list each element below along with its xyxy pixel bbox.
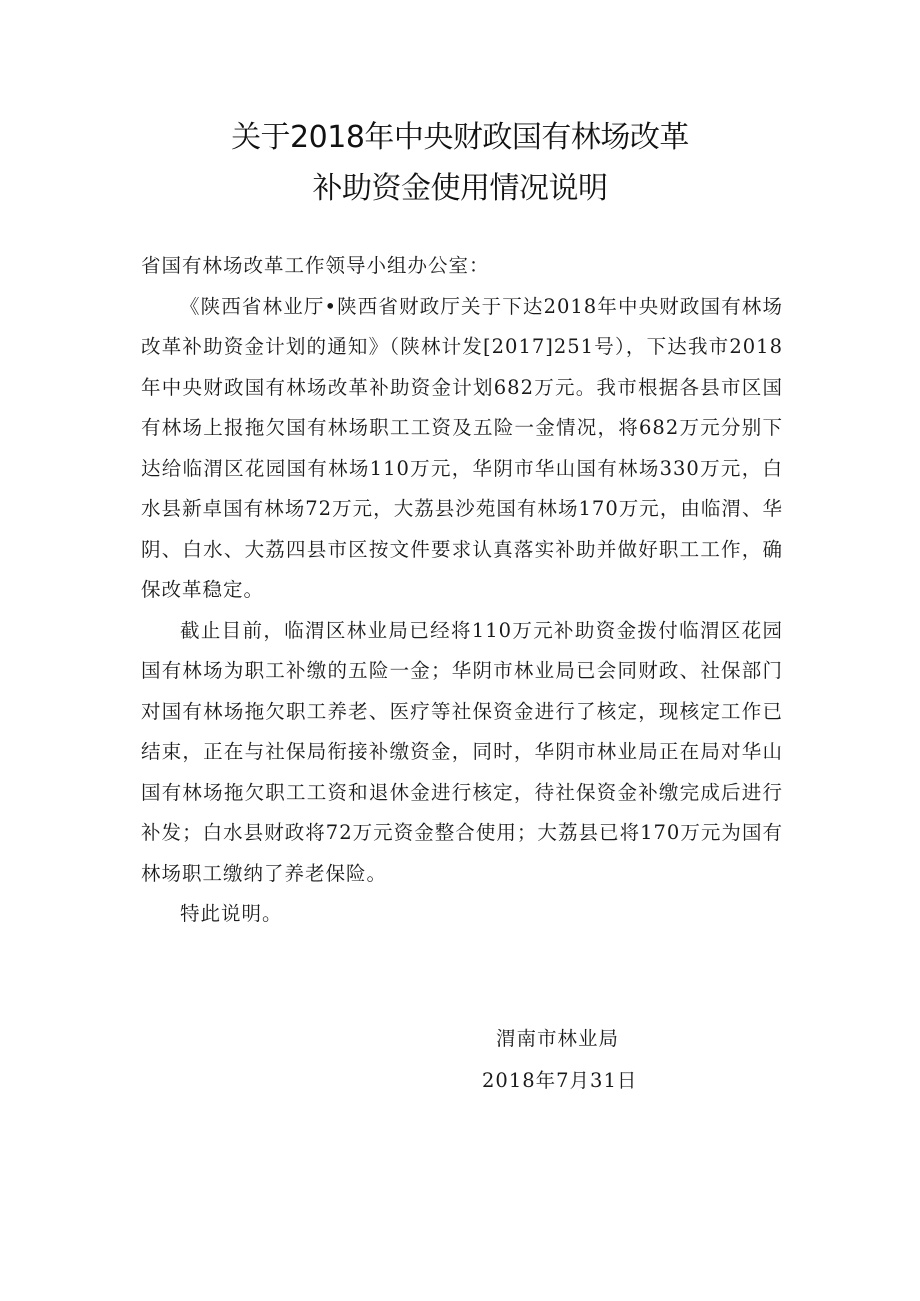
paragraph-allocation: 《陕西省林业厅•陕西省财政厅关于下达2018年中央财政国有林场改革补助资金计划的通知》（陕林计发[2017]251号），下达我市2018年中央财政国有林场改革补助资金计划682万元。我市根据各县市区国有林场上报拖欠国有林场职工工资及五险一金情况，将682万元分别下达给临渭区花园国有林场110万元，华阴市华山国有林场330万元，白水县新卓国有林场72万元，大荔县沙苑国有林场170万元，由临渭、华阴、白水、大荔四县市区按文件要求认真落实补助并做好职工工作，确保改革稳定。 bbox=[141, 294, 783, 601]
signature-org: 渭南市林业局 bbox=[496, 1027, 620, 1050]
signature-date: 2018年7月31日 bbox=[482, 1069, 638, 1092]
paragraph-closing: 特此说明。 bbox=[180, 902, 283, 925]
document-body bbox=[141, 246, 783, 935]
paragraph-progress: 截止目前，临渭区林业局已经将110万元补助资金拨付临渭区花园国有林场为职工补缴的五险一金；华阴市林业局已会同财政、社保部门对国有林场拖欠职工养老、医疗等社保资金进行了核定，现核定工作已结束，正在与社保局衔接补缴资金，同时，华阴市林业局正在局对华山国有林场拖欠职工工资和退休金进行核定，待社保资金补缴完成后进行补发；白水县财政将72万元资金整合使用；大荔县已将170万元为国有林场职工缴纳了养老保险。 bbox=[141, 618, 783, 885]
salutation: 省国有林场改革工作领导小组办公室： bbox=[141, 254, 490, 277]
signature-block bbox=[470, 1018, 670, 1102]
document-title bbox=[0, 112, 920, 214]
title-line-1: 关于2018年中央财政国有林场改革 bbox=[231, 120, 689, 155]
title-line-2: 补助资金使用情况说明 bbox=[312, 171, 608, 206]
